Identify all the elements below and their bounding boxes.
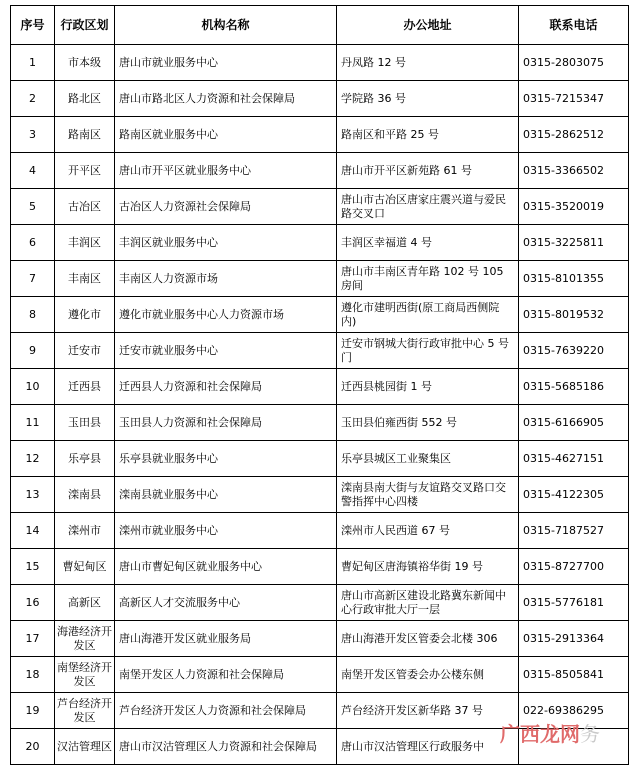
cell-address: 丹凤路 12 号: [337, 45, 519, 81]
table-row: [11, 153, 629, 189]
cell-address: 丰润区幸福道 4 号: [337, 225, 519, 261]
cell-phone: 0315-8727700: [519, 549, 629, 585]
cell-index: 3: [11, 117, 55, 153]
cell-org-name: 丰润区就业服务中心: [115, 225, 337, 261]
cell-district: 曹妃甸区: [55, 549, 115, 585]
cell-district: 滦南县: [55, 477, 115, 513]
cell-phone: 0315-7215347: [519, 81, 629, 117]
cell-org-name: 唐山海港开发区就业服务局: [115, 621, 337, 657]
cell-address: 唐山市高新区建设北路冀东新闻中心行政审批大厅一层: [337, 585, 519, 621]
cell-index: 9: [11, 333, 55, 369]
cell-org-name: 古冶区人力资源社会保障局: [115, 189, 337, 225]
cell-district: 高新区: [55, 585, 115, 621]
agency-table: [10, 5, 629, 765]
cell-phone: 0315-2803075: [519, 45, 629, 81]
table-row: [11, 621, 629, 657]
cell-phone: 0315-4122305: [519, 477, 629, 513]
cell-index: 17: [11, 621, 55, 657]
cell-district: 汉沽管理区: [55, 729, 115, 765]
table-row: [11, 333, 629, 369]
table-row: [11, 513, 629, 549]
cell-index: 15: [11, 549, 55, 585]
cell-district: 古冶区: [55, 189, 115, 225]
cell-index: 18: [11, 657, 55, 693]
cell-phone: 0315-8505841: [519, 657, 629, 693]
cell-district: 乐亭县: [55, 441, 115, 477]
table-row: [11, 477, 629, 513]
cell-index: 4: [11, 153, 55, 189]
cell-phone: 0315-2862512: [519, 117, 629, 153]
cell-district: 海港经济开发区: [55, 621, 115, 657]
cell-district: 市本级: [55, 45, 115, 81]
cell-org-name: 南堡开发区人力资源和社会保障局: [115, 657, 337, 693]
cell-index: 16: [11, 585, 55, 621]
cell-address: 唐山市开平区新苑路 61 号: [337, 153, 519, 189]
cell-phone: 0315-3225811: [519, 225, 629, 261]
table-row: [11, 81, 629, 117]
cell-phone: 0315-4627151: [519, 441, 629, 477]
cell-org-name: 唐山市汉沽管理区人力资源和社会保障局: [115, 729, 337, 765]
cell-phone: 0315-7639220: [519, 333, 629, 369]
watermark: [500, 718, 600, 747]
cell-address: 迁安市钢城大街行政审批中心 5 号门: [337, 333, 519, 369]
cell-address: 遵化市建明西街(原工商局西侧院内): [337, 297, 519, 333]
cell-address: 唐山市古冶区唐家庄震兴道与爱民路交叉口: [337, 189, 519, 225]
cell-index: 12: [11, 441, 55, 477]
cell-org-name: 滦南县就业服务中心: [115, 477, 337, 513]
cell-address: 唐山市丰南区青年路 102 号 105 房间: [337, 261, 519, 297]
cell-district: 遵化市: [55, 297, 115, 333]
cell-district: 迁安市: [55, 333, 115, 369]
cell-address: 滦南县南大街与友谊路交叉路口交警指挥中心四楼: [337, 477, 519, 513]
cell-phone: 0315-7187527: [519, 513, 629, 549]
cell-district: 玉田县: [55, 405, 115, 441]
cell-org-name: 唐山市就业服务中心: [115, 45, 337, 81]
cell-district: 路南区: [55, 117, 115, 153]
cell-phone: 0315-3366502: [519, 153, 629, 189]
cell-district: 滦州市: [55, 513, 115, 549]
cell-address: 玉田县伯雍西街 552 号: [337, 405, 519, 441]
cell-org-name: 滦州市就业服务中心: [115, 513, 337, 549]
cell-phone: 0315-3520019: [519, 189, 629, 225]
cell-index: 19: [11, 693, 55, 729]
table-row: [11, 297, 629, 333]
table-row: [11, 405, 629, 441]
cell-district: 芦台经济开发区: [55, 693, 115, 729]
cell-index: 11: [11, 405, 55, 441]
cell-phone: 0315-8019532: [519, 297, 629, 333]
cell-org-name: 唐山市开平区就业服务中心: [115, 153, 337, 189]
cell-address: 唐山市汉沽管理区行政服务中: [337, 729, 519, 765]
cell-address: 学院路 36 号: [337, 81, 519, 117]
table-row: [11, 189, 629, 225]
cell-address: 曹妃甸区唐海镇裕华街 19 号: [337, 549, 519, 585]
cell-org-name: 芦台经济开发区人力资源和社会保障局: [115, 693, 337, 729]
cell-district: 丰南区: [55, 261, 115, 297]
cell-phone: 0315-8101355: [519, 261, 629, 297]
table-header-row: [11, 6, 629, 45]
table-row: [11, 585, 629, 621]
cell-address: 唐山海港开发区管委会北楼 306: [337, 621, 519, 657]
cell-address: 滦州市人民西道 67 号: [337, 513, 519, 549]
cell-index: 20: [11, 729, 55, 765]
cell-index: 1: [11, 45, 55, 81]
header-index: 序号: [11, 6, 55, 45]
watermark-suffix: 务: [580, 722, 600, 746]
header-org-name: 机构名称: [115, 6, 337, 45]
cell-index: 13: [11, 477, 55, 513]
cell-org-name: 唐山市路北区人力资源和社会保障局: [115, 81, 337, 117]
cell-address: 乐亭县城区工业聚集区: [337, 441, 519, 477]
cell-district: 丰润区: [55, 225, 115, 261]
table-row: [11, 369, 629, 405]
table-row: [11, 261, 629, 297]
table-row: [11, 549, 629, 585]
cell-district: 南堡经济开发区: [55, 657, 115, 693]
cell-district: 路北区: [55, 81, 115, 117]
header-district: 行政区划: [55, 6, 115, 45]
cell-org-name: 丰南区人力资源市场: [115, 261, 337, 297]
cell-address: 芦台经济开发区新华路 37 号: [337, 693, 519, 729]
cell-district: 迁西县: [55, 369, 115, 405]
cell-org-name: 遵化市就业服务中心人力资源市场: [115, 297, 337, 333]
cell-index: 8: [11, 297, 55, 333]
cell-org-name: 迁安市就业服务中心: [115, 333, 337, 369]
header-phone: 联系电话: [519, 6, 629, 45]
cell-org-name: 高新区人才交流服务中心: [115, 585, 337, 621]
header-address: 办公地址: [337, 6, 519, 45]
table-row: [11, 117, 629, 153]
cell-phone: 0315-5776181: [519, 585, 629, 621]
cell-org-name: 玉田县人力资源和社会保障局: [115, 405, 337, 441]
cell-index: 10: [11, 369, 55, 405]
cell-district: 开平区: [55, 153, 115, 189]
cell-index: 2: [11, 81, 55, 117]
table-row: [11, 657, 629, 693]
watermark-brand: 广西龙网: [500, 722, 580, 746]
table-row: [11, 45, 629, 81]
cell-phone: 0315-6166905: [519, 405, 629, 441]
cell-address: 南堡开发区管委会办公楼东侧: [337, 657, 519, 693]
cell-phone: 0315-2913364: [519, 621, 629, 657]
cell-index: 5: [11, 189, 55, 225]
cell-phone: 022-69386295: [519, 693, 629, 729]
cell-phone: 0315-5685186: [519, 369, 629, 405]
cell-address: 路南区和平路 25 号: [337, 117, 519, 153]
cell-org-name: 迁西县人力资源和社会保障局: [115, 369, 337, 405]
cell-index: 6: [11, 225, 55, 261]
table-row: [11, 225, 629, 261]
cell-address: 迁西县桃园街 1 号: [337, 369, 519, 405]
cell-org-name: 乐亭县就业服务中心: [115, 441, 337, 477]
cell-org-name: 唐山市曹妃甸区就业服务中心: [115, 549, 337, 585]
cell-index: 14: [11, 513, 55, 549]
table-row: [11, 441, 629, 477]
cell-org-name: 路南区就业服务中心: [115, 117, 337, 153]
cell-index: 7: [11, 261, 55, 297]
